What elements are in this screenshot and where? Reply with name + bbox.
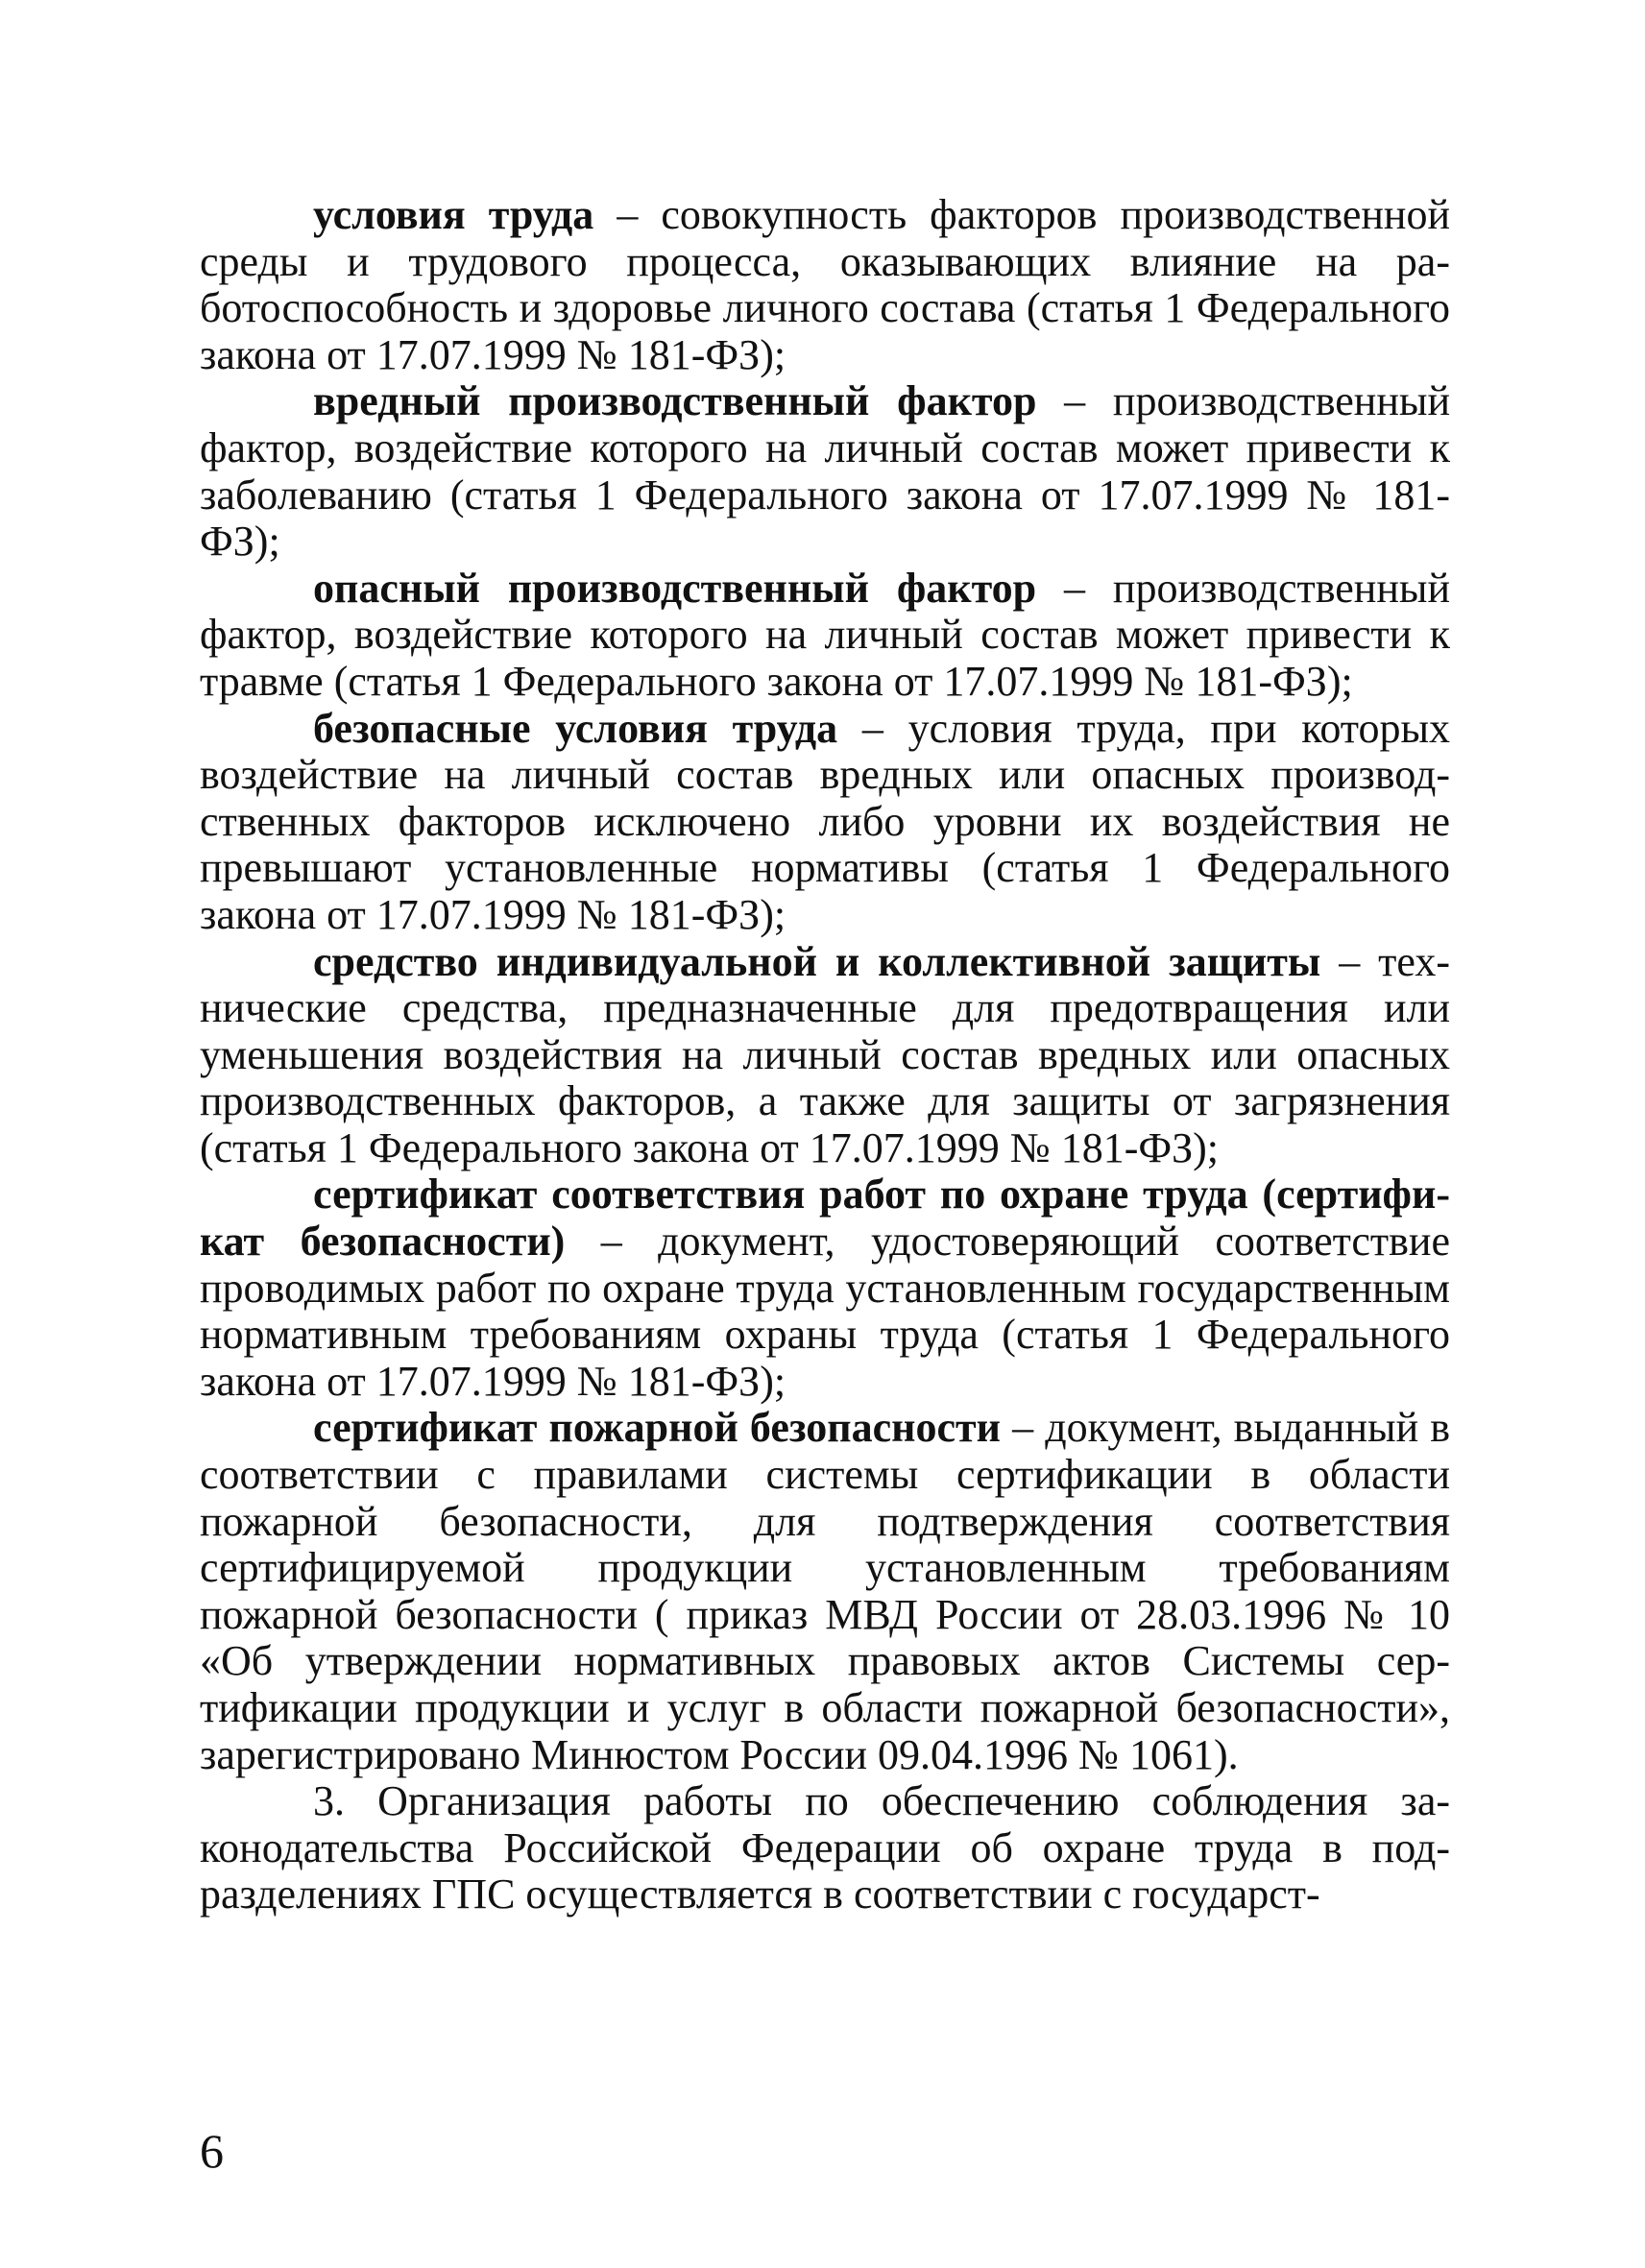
definition-paragraph — [200, 1405, 1450, 1778]
page-number: 6 — [200, 2124, 224, 2178]
definition-term: условия труда — [313, 191, 594, 238]
definition-term: сертификат пожарной безопасности — [313, 1404, 1002, 1452]
definition-text: – производственный фактор, воздействие которого на личный состав может привести к заболеванию (статья 1 Федерального закона от 17.07.1999 № 181-ФЗ); — [200, 377, 1450, 566]
document-body — [200, 192, 1450, 1918]
definition-text: – условия труда, при которых воздействие на личный состав вредных или опасных производственных факторов исключено либо уровни их воздействия не превышают установленные нормативы (статья 1 Федерального закона от 17.07.1999 № 181-ФЗ); — [200, 704, 1451, 938]
definition-term: сертификат соответствия работ по охране труда (сертификат безопасности) — [200, 1170, 1450, 1266]
definition-paragraph — [200, 1171, 1450, 1405]
definition-term: опасный производственный фактор — [313, 564, 1037, 612]
definition-term: средство индивидуальной и коллективной защиты — [313, 937, 1321, 985]
definition-term: вредный производственный фактор — [313, 377, 1037, 425]
definition-paragraph — [200, 939, 1450, 1172]
definition-paragraph — [200, 192, 1450, 378]
definition-text: – технические средства, предназначенные для предотвращения или уменьшения воздействия на личный состав вредных или опасных производственных факторов, а также для защиты от загрязнения (статья 1 Федерального закона от 17.07.1999 № 181-ФЗ); — [200, 937, 1450, 1171]
paragraph-text: 3. Организация работы по обеспечению соблюдения законодательства Российской Федерации об охране труда в подразделениях ГПС осуществляется в соответствии с государст- — [200, 1777, 1450, 1918]
numbered-paragraph — [200, 1778, 1450, 1918]
definition-text: – документ, удостоверяющий соответствие проводимых работ по охране труда установленным государственным нормативным требованиям охраны труда (статья 1 Федерального закона от 17.07.1999 № 181-ФЗ); — [200, 1218, 1450, 1405]
definition-paragraph — [200, 566, 1450, 706]
definition-paragraph — [200, 706, 1450, 939]
definition-text: – производственный фактор, воздействие которого на личный состав может привести к травме (статья 1 Федерального закона от 17.07.1999 № 181-ФЗ); — [200, 564, 1450, 705]
definition-text: – совокупность факторов производственной среды и трудового процесса, оказывающих влияние на работоспособность и здоровье личного состава (статья 1 Федерального закона от 17.07.1999 № 181-ФЗ); — [200, 191, 1450, 378]
definition-paragraph — [200, 378, 1450, 565]
definition-text: – документ, выданный в соответствии с правилами системы сертификации в области пожарной безопасности, для подтверждения соответствия сертифицируемой продукции установленным требованиям пожарной безопасности ( приказ МВД России от 28.03.1996 № 10 «Об утверждении нормативных правовых актов Системы сертификации продукции и услуг в области пожарной безопасности», зарегистрировано Минюстом России 09.04.1996 № 1061). — [200, 1404, 1450, 1778]
definition-term: безопасные условия труда — [313, 704, 838, 752]
